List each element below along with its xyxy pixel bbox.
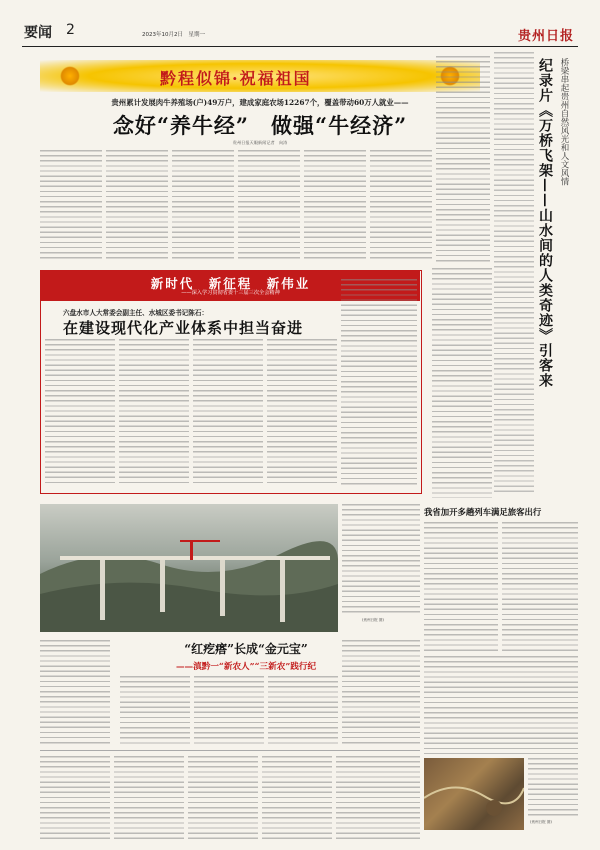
lead-body-col-6 bbox=[370, 150, 432, 262]
page-header bbox=[22, 22, 578, 44]
report-body-col-2 bbox=[119, 339, 189, 487]
feature-headline-sub: 桥梁串起贵州自然风光和人文风情 bbox=[559, 58, 569, 186]
lead-title: 念好“养牛经” 做强“牛经济” bbox=[112, 113, 408, 138]
bridge-caption-credit: (贵州日报 图) bbox=[362, 618, 384, 622]
aerial-caption-credit: (贵州日报 图) bbox=[530, 820, 552, 824]
report-body-col-3 bbox=[193, 339, 263, 487]
bridge-photo bbox=[40, 504, 338, 632]
bottom-row-col-2 bbox=[114, 756, 184, 840]
special-report-box bbox=[40, 270, 422, 494]
aerial-photo-illustration bbox=[424, 758, 524, 830]
bottom-row-col-5 bbox=[336, 756, 420, 840]
bridge-illustration bbox=[40, 504, 338, 632]
lead-body-col-2 bbox=[106, 150, 168, 262]
section-label: 要闻 bbox=[24, 25, 52, 41]
aerial-photo bbox=[424, 758, 524, 830]
railway-body-col-2 bbox=[502, 522, 578, 652]
bottom-feature-title: ——滇黔一“新农人”“三新农”践行纪 bbox=[175, 662, 317, 672]
lower-divider bbox=[40, 750, 420, 751]
report-body-col-1 bbox=[45, 339, 115, 487]
right-col-body-a bbox=[432, 268, 492, 498]
bottom-feature-body-col-3 bbox=[268, 676, 338, 746]
bottom-row-col-1 bbox=[40, 756, 110, 840]
feature-headline-main: 纪录片《万桥飞架——山水间的人类奇迹》引客来 bbox=[537, 58, 553, 388]
bottom-feature-kicker: “红疙瘩”长成“金元宝” bbox=[184, 642, 308, 656]
masthead: 贵州日报 bbox=[518, 29, 575, 44]
right-feature bbox=[494, 52, 578, 492]
bridge-photo-caption-block bbox=[342, 504, 420, 632]
banner-text: 黔程似锦·祝福祖国 bbox=[160, 69, 312, 88]
bridge-caption-text bbox=[342, 504, 420, 614]
report-body-col-5 bbox=[341, 279, 417, 487]
bottom-row-col-4 bbox=[262, 756, 332, 840]
report-sub-banner: ——深入学习贯彻省委十三届三次全会精神 bbox=[181, 290, 280, 296]
lead-body-col-4 bbox=[238, 150, 300, 262]
report-kicker: 六盘水市人大常委会副主任、水城区委书记陈石： bbox=[63, 309, 209, 317]
right-lower-body bbox=[424, 656, 578, 756]
lead-body-col-7 bbox=[436, 56, 490, 262]
lead-byline: 贵州日报天眼新闻记者 向涛 bbox=[232, 140, 288, 145]
lead-body-col-3 bbox=[172, 150, 234, 262]
lead-body-col-1 bbox=[40, 150, 102, 262]
header-rule bbox=[22, 46, 578, 47]
aerial-caption-text bbox=[528, 758, 578, 818]
bottom-feature-body-col-2 bbox=[194, 676, 264, 746]
banner-left-flower bbox=[60, 66, 80, 86]
aerial-photo-caption bbox=[528, 758, 578, 830]
report-body-col-4 bbox=[267, 339, 337, 487]
lead-kicker: 贵州累计发展肉牛养殖场(户)49万户，建成家庭农场12267个，覆盖带动60万人就业—— bbox=[111, 98, 409, 107]
bottom-left-body-a bbox=[40, 640, 110, 746]
bottom-feature-body-col-1 bbox=[120, 676, 190, 746]
feature-body bbox=[494, 52, 534, 492]
bottom-feature-body-col-4 bbox=[342, 640, 420, 746]
right-mid-upper-body bbox=[424, 270, 430, 271]
railway-title: 我省加开多趟列车满足旅客出行 bbox=[424, 507, 542, 517]
railway-body-col-1 bbox=[424, 522, 498, 652]
report-banner-text: 新时代 新征程 新伟业 bbox=[150, 276, 311, 291]
celebration-banner bbox=[40, 60, 480, 92]
bottom-row-col-3 bbox=[188, 756, 258, 840]
lead-body-col-5 bbox=[304, 150, 366, 262]
page-number: 2 bbox=[66, 22, 75, 38]
issue-date: 2023年10月2日 星期一 bbox=[142, 32, 205, 38]
report-title: 在建设现代化产业体系中担当奋进 bbox=[63, 319, 304, 337]
